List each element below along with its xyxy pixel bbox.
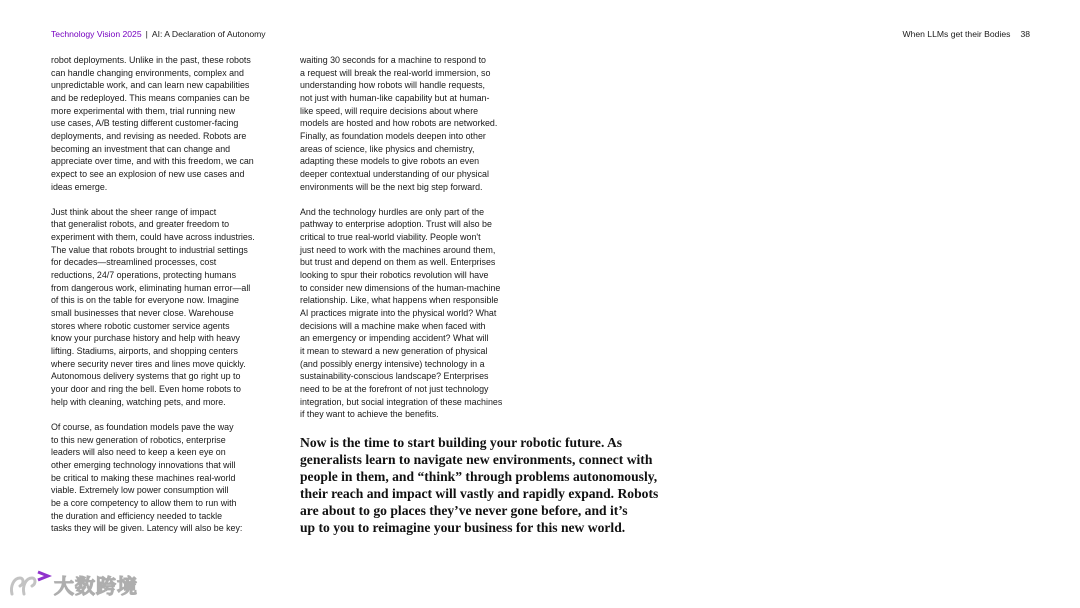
middle-text-column	[300, 54, 532, 434]
report-title: Technology Vision 2025	[51, 29, 142, 39]
report-subtitle: AI: A Declaration of Autonomy	[151, 29, 266, 39]
watermark-text: 大数跨境	[54, 575, 138, 598]
page-header-right	[902, 29, 1030, 39]
paragraph: Of course, as foundation models pave the way to this new generation of robotics, enterprise leaders will also need to keep a keen eye on other emerging technology innovations that will be critical to making these machines real-world viable. Extremely low power consumption will be a core competency to allow them to run with the duration and efficiency needed to tackle tasks they will be given. Latency will also be key:	[51, 421, 243, 534]
brand-logo-icon	[8, 568, 52, 600]
header-separator: |	[145, 29, 148, 39]
paragraph: robot deployments. Unlike in the past, these robots can handle changing environments, complex and unpredictable work, and can learn new capabilities and be redeployed. This means companies can be more experimental with them, trial running new use cases, A/B testing different customer-facing deployments, and revising as needed. Robots are becoming an investment that can change and appreciate over time, and with this freedom, we can expect to see an explosion of new use cases and ideas emerge.	[51, 55, 254, 192]
paragraph: Just think about the sheer range of impact that generalist robots, and greater freedom to experiment with them, could have across industries. The value that robots brought to industrial settings for decades—streamlined processes, cost reductions, 24/7 operations, protecting humans from dangerous work, eliminating human error—all of this is on the table for everyone now. Imagine small businesses that never close. Warehouse stores where robotic customer service agents know your purchase history and help with heavy lifting. Stadiums, airports, and shopping centers where security never tires and lines move quickly. Autonomous delivery systems that go right up to your door and ring the bell. Even home robots to help with cleaning, watching pets, and more.	[51, 206, 255, 407]
paragraph: And the technology hurdles are only part of the pathway to enterprise adoption. Trust will also be critical to true real-world viability. People won't just need to work with the machines around them, but trust and depend on them as well. Enterprises looking to spur their robotics revolution will have to consider new dimensions of the human-machine relationship. Like, what happens when responsible AI practices migrate into the physical world? What decisions will a machine make when faced with an emergency or impending accident? What will it mean to steward a new generation of physical (and possibly energy intensive) technology in a sustainability-conscious landscape? Enterprises need to be at the forefront of not just technology integration, but social integration of these machines if they want to achieve the benefits.	[300, 206, 503, 420]
callout-quote: Now is the time to start building your robotic future. As generalists learn to navigate new environments, connect with people in them, and “think” through problems autonomously, their reach and impact will vastly and rapidly expand. Robots are about to go places they’ve never gone before, and it’s up to you to reimagine your business for this new world.	[300, 435, 659, 535]
watermark	[8, 568, 138, 600]
section-title: When LLMs get their Bodies	[902, 29, 1011, 39]
page-header-left	[51, 29, 266, 39]
left-text-column	[51, 54, 283, 547]
paragraph: waiting 30 seconds for a machine to respond to a request will break the real-world immersion, so understanding how robots will handle requests, not just with human-like capability but at human- like speed, will require decisions about where models are hosted and how robots are networked. Finally, as foundation models deepen into other areas of science, like physics and chemistry, adapting these models to give robots an even deeper contextual understanding of our physical environments will be the next big step forward.	[300, 55, 498, 192]
page-number: 38	[1020, 29, 1030, 39]
